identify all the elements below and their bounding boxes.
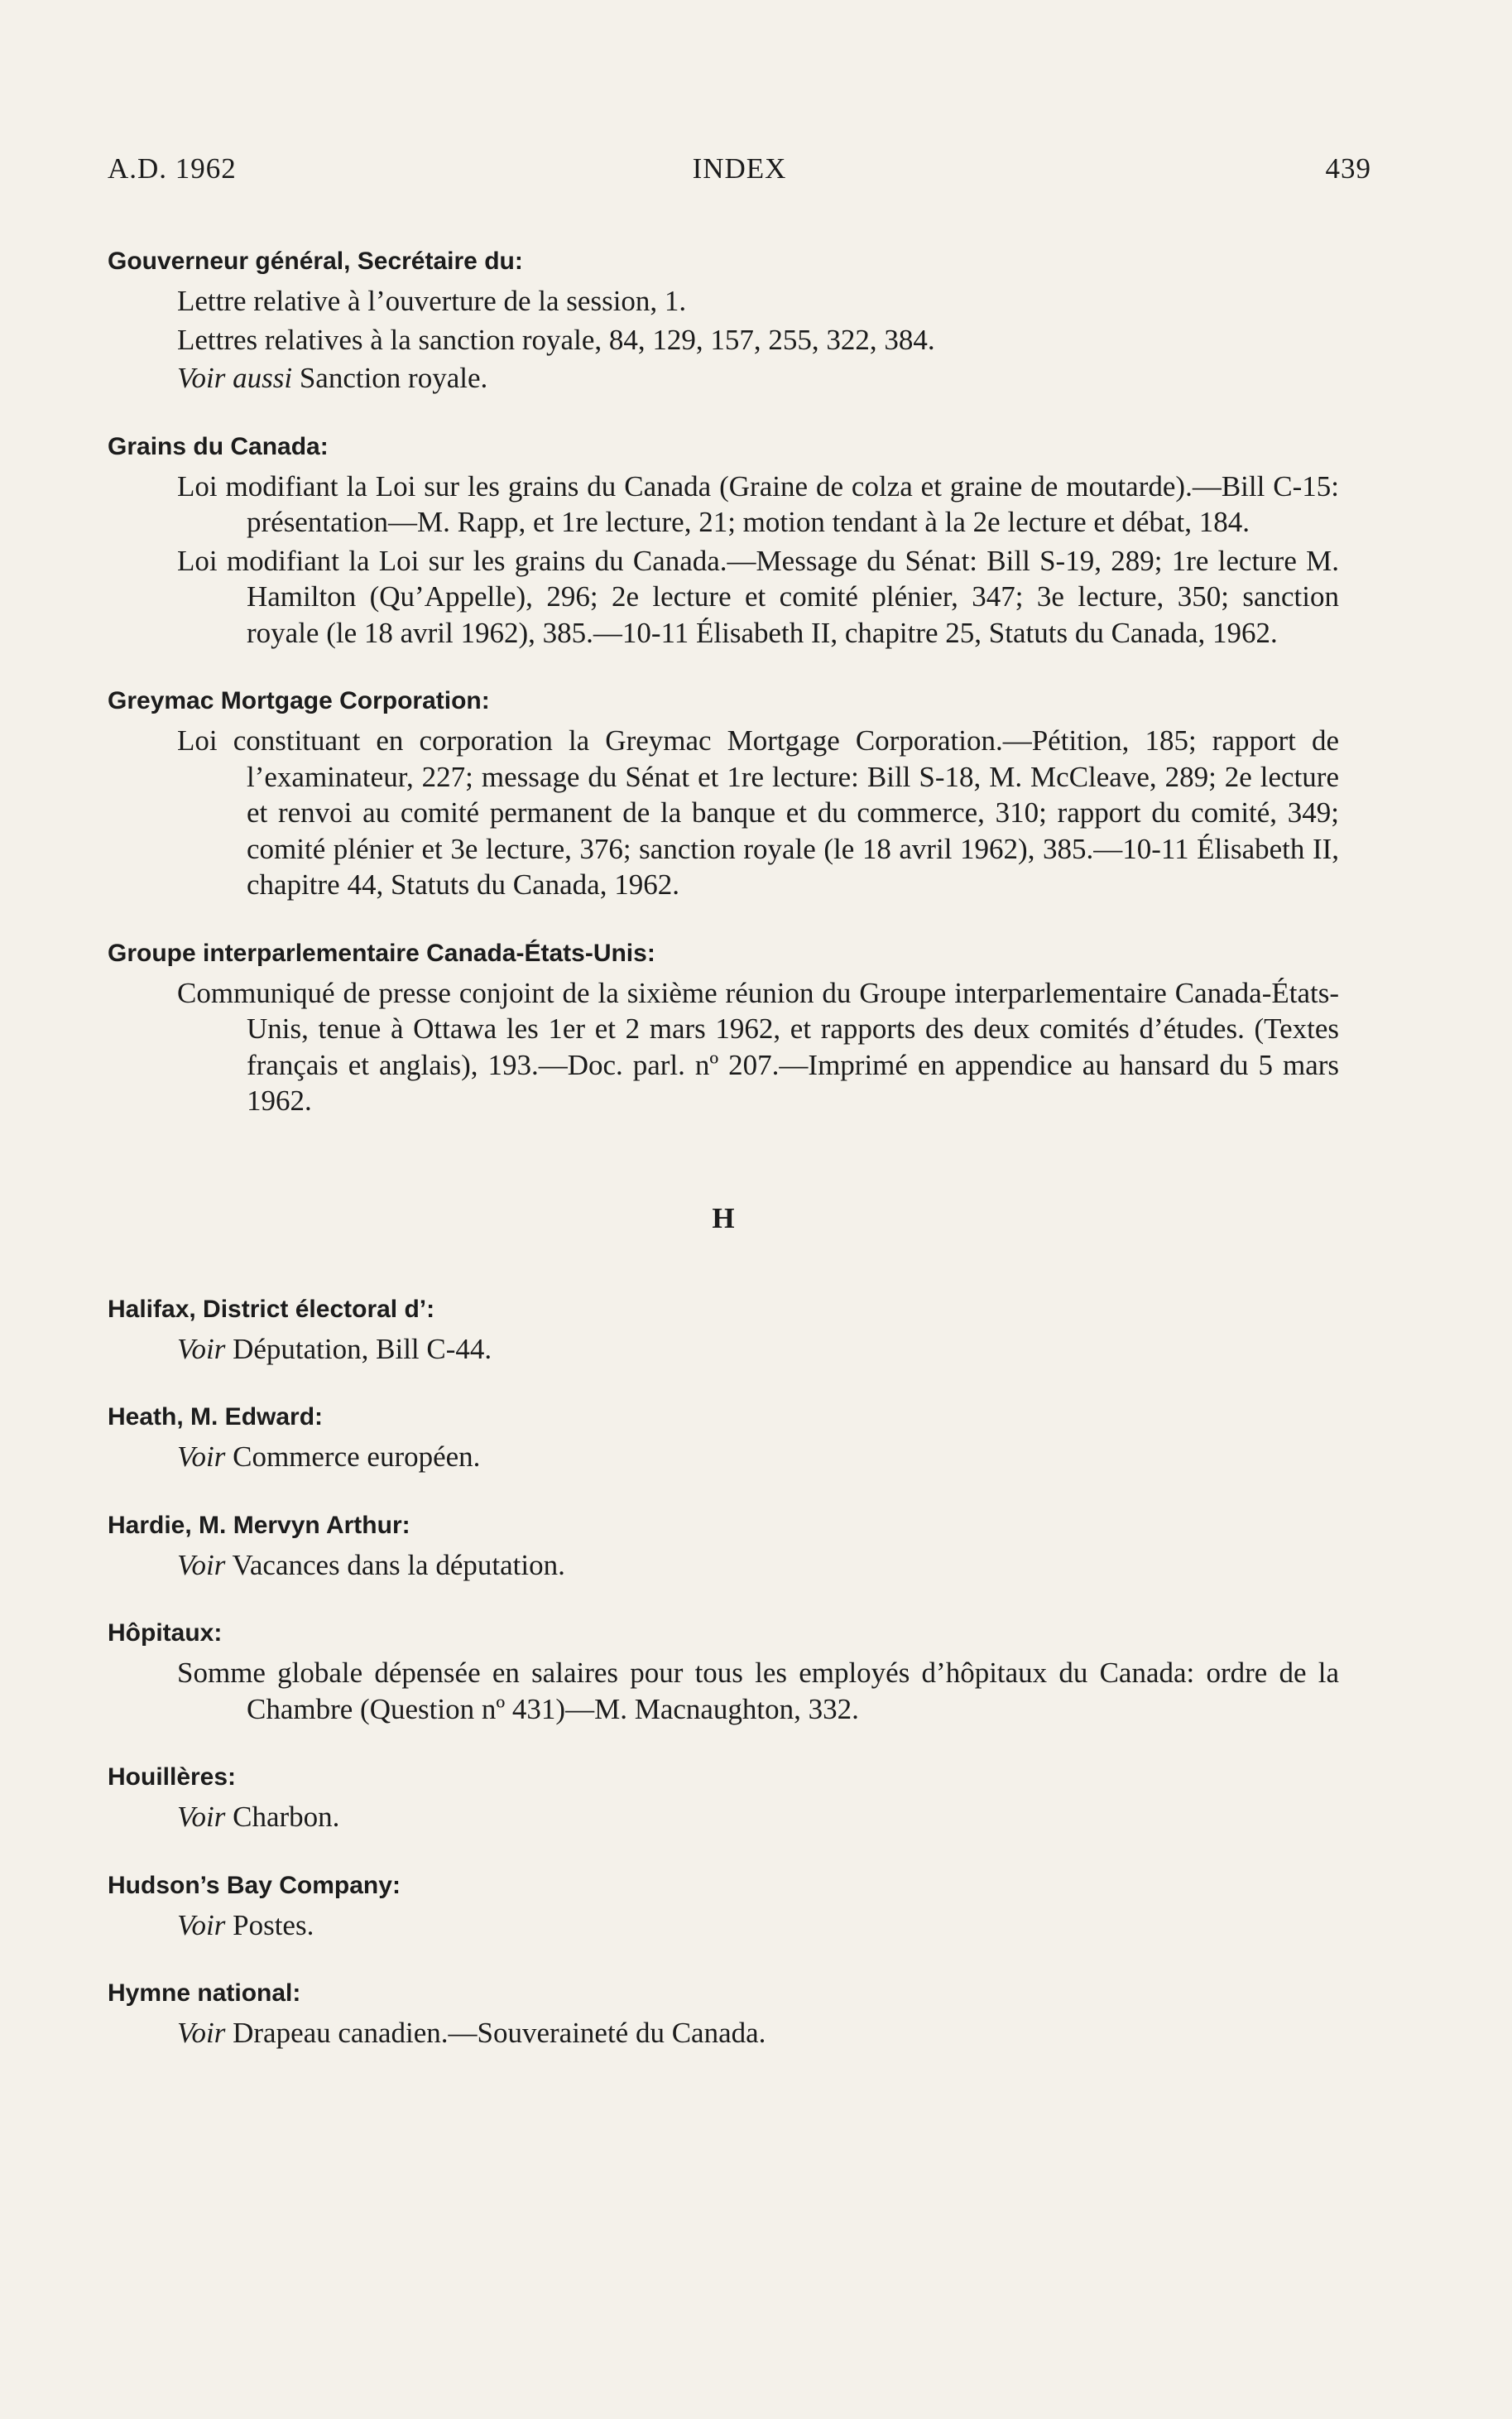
entry-item-text: Loi modifiant la Loi sur les grains du Canada.—Message du Sénat: Bill S-19, 289; 1re lecture M. Hamilton (Qu’Appelle), 296; 2e lecture et comité plénier, 347; 3e lecture, 350; sanction royale (le 18 avril 1962), 385.—10-11 Élisabeth II, chapitre 25, Statuts du Canada, 1962. [177, 544, 1339, 649]
entry-item [177, 1799, 1339, 1835]
entry-item [177, 2015, 1339, 2051]
see-label: Voir [177, 1548, 226, 1581]
entry-heading: Greymac Mortgage Corporation: [108, 687, 490, 714]
entry-item [177, 469, 1339, 541]
index-entry [108, 1761, 1339, 1835]
entry-item [177, 322, 1339, 358]
entry-item [177, 1547, 1339, 1584]
index-entry [108, 1293, 1339, 1368]
entry-item-text: Vacances dans la députation. [225, 1548, 565, 1581]
entry-heading: Groupe interparlementaire Canada-États-Unis: [108, 939, 655, 967]
entry-item-text: Communiqué de presse conjoint de la sixième réunion du Groupe interparlementaire Canada-États-Unis, tenue à Ottawa les 1er et 2 mars 1962, et rapports des deux comités d’études. (Textes français et anglais), 193.—Doc. parl. nº 207.—Imprimé en appendice au hansard du 5 mars 1962. [177, 976, 1339, 1117]
index-content [108, 245, 1339, 2085]
header-year: A.D. 1962 [108, 152, 237, 185]
page-number: 439 [1325, 152, 1371, 185]
see-label: Voir [177, 1332, 226, 1365]
entry-item [177, 975, 1339, 1119]
entry-item-text: Postes. [225, 1908, 314, 1941]
entry-item [177, 283, 1339, 320]
entry-item-text: Lettre relative à l’ouverture de la session, 1. [177, 285, 687, 317]
index-entry [108, 685, 1339, 903]
entry-item [177, 1439, 1339, 1475]
index-entry [108, 1509, 1339, 1584]
entry-item-text: Loi modifiant la Loi sur les grains du Canada (Graine de colza et graine de moutarde).—Bill C-15: présentation—M. Rapp, et 1re lecture, 21; motion tendant à la 2e lecture et débat, 184. [177, 469, 1339, 538]
section-letter: H [712, 1201, 735, 1234]
entry-item [177, 360, 1339, 397]
index-entry [108, 1401, 1339, 1475]
entry-heading: Hudson’s Bay Company: [108, 1871, 401, 1899]
entry-heading: Halifax, District électoral d’: [108, 1295, 435, 1323]
entry-heading: Gouverneur général, Secrétaire du: [108, 248, 523, 275]
entry-item-text: Charbon. [225, 1801, 340, 1833]
entry-item-text: Députation, Bill C-44. [225, 1332, 492, 1365]
entry-heading: Houillères: [108, 1763, 237, 1791]
index-entry [108, 1869, 1339, 1944]
entry-item-text: Somme globale dépensée en salaires pour tous les employés d’hôpitaux du Canada: ordre de la Chambre (Question nº 431)—M. Macnaughton, 332. [177, 1657, 1339, 1725]
entry-heading: Hôpitaux: [108, 1619, 223, 1647]
see-label: Voir [177, 1908, 226, 1941]
entry-heading: Hardie, M. Mervyn Arthur: [108, 1511, 410, 1539]
see-label: Voir [177, 1440, 226, 1473]
index-entry [108, 1617, 1339, 1727]
header-title: INDEX [692, 152, 787, 185]
entry-heading: Heath, M. Edward: [108, 1403, 324, 1431]
entry-item [177, 1907, 1339, 1944]
see-label: Voir [177, 1801, 226, 1833]
see-also-label: Voir aussi [177, 362, 293, 394]
entry-item [177, 723, 1339, 903]
entry-item [177, 543, 1339, 652]
index-entry [108, 245, 1339, 397]
entry-heading: Grains du Canada: [108, 432, 329, 460]
see-label: Voir [177, 2017, 226, 2049]
index-entry [108, 937, 1339, 1119]
entry-heading: Hymne national: [108, 1979, 301, 2007]
entry-item-text: Sanction royale. [292, 362, 488, 394]
entry-item [177, 1655, 1339, 1727]
entry-item-text: Commerce européen. [225, 1440, 481, 1473]
running-head [108, 152, 1371, 194]
entry-item-text: Drapeau canadien.—Souveraineté du Canada. [225, 2017, 766, 2049]
index-entry [108, 1977, 1339, 2051]
entry-item-text: Lettres relatives à la sanction royale, 84, 129, 157, 255, 322, 384. [177, 323, 935, 356]
entry-item-text: Loi constituant en corporation la Greymac Mortgage Corporation.—Pétition, 185; rapport de l’examinateur, 227; message du Sénat et 1re lecture: Bill S-18, M. McCleave, 289; 2e lecture et renvoi au comité permanent de la banque et du commerce, 310; rapport du comité, 349; comité plénier et 3e lecture, 376; sanction royale (le 18 avril 1962), 385.—10-11 Élisabeth II, chapitre 44, Statuts du Canada, 1962. [177, 724, 1339, 901]
index-entry [108, 430, 1339, 652]
entry-item [177, 1331, 1339, 1368]
